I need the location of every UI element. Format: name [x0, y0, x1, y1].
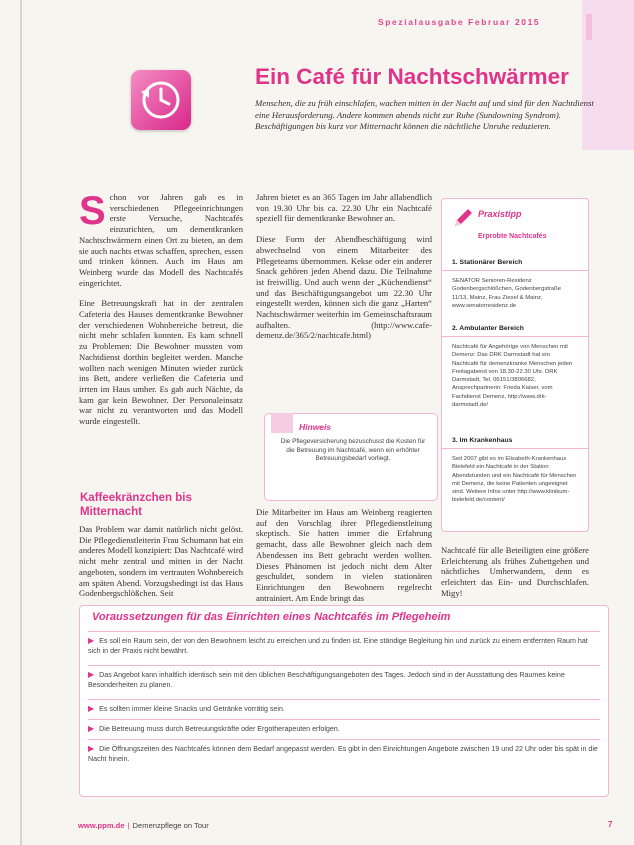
tip-section-text: Nachtcafé für Angehörige von Menschen mit Demenz: Das DRK Darmstadt hat ein Nachtcafé für demenzkranke Menschen jeden Freitagabend von 18.30-22.30 Uhr. DRK Darmstadt, Tel. 06151/3806682, Ansprechpartnerin: Frieda Kaiser, vom Fachdienst Demenz, http://www.drk-darmstadt.de/	[452, 344, 573, 409]
requirement-item	[88, 739, 600, 764]
tip-box	[441, 198, 589, 532]
requirements-title: Voraussetzungen für das Einrichten eines Nachtcafés im Pflegeheim	[92, 611, 451, 623]
paragraph: Das Problem war damit natürlich nicht gelöst. Die Pflegedienstleiterin Frau Schumann hat ein anderes Modell konzipiert: Das Nachtcafé wird nicht mehr zentral und mitten in der Nacht angeboten, sondern im vertrauten Wohnbereich am späten Abend. Vorzugsbedingt ist das Haus Godenbergschlößchen. Seit	[79, 524, 243, 599]
issue-label: Spezialausgabe Februar 2015	[378, 17, 541, 27]
paragraph: Nachtcafé für alle Beteiligten eine größere Erleichterung als frühes Zubettgehen und nächtliches Umherwandern, denn es erleichtert das Ein- und Durchschlafen. Migy!	[441, 545, 589, 598]
tip-subtitle: Erprobte Nachtcafés	[478, 233, 547, 240]
tip-title: Praxistipp	[478, 209, 522, 219]
requirement-text: Die Öffnungszeiten des Nachtcafés können dem Bedarf angepasst werden. Es gibt in den Einrichtungen Angebote zwischen 19 und 22 Uhr oder bis spät in die Nacht hinein.	[88, 745, 598, 763]
requirement-item	[88, 719, 600, 735]
tip-section	[442, 437, 588, 505]
requirement-text: Die Betreuung muss durch Betreuungskräfte oder Ergotherapeuten erfolgen.	[99, 725, 340, 733]
arrow-icon: ▶	[88, 670, 95, 679]
requirement-item	[88, 665, 600, 690]
tip-section	[442, 259, 588, 310]
paragraph: Die Mitarbeiter im Haus am Weinberg reagierten auf den Vorschlag ihrer Pflegedienstleitung skeptisch. Sie hatten immer die Erfahrung gemacht, dass alle Bewohner gleich nach dem Abendessen ins Bett gebracht werden wollten. Dieses Phänomen ist jedoch nicht dem Alter geschuldet, sondern in vielen stationären Einrichtungen den Bewohnern regelrecht antrainiert. Am Ende bringt das	[256, 507, 432, 603]
hint-box	[264, 413, 438, 501]
arrow-icon: ▶	[88, 636, 95, 645]
divider	[442, 270, 588, 271]
requirement-text: Es soll ein Raum sein, der von den Bewohnern leicht zu erreichen und zu finden ist. Eine ständige Begleitung hin und zurück zu einem entfernten Raum hat sich in der Praxis nicht bewährt.	[88, 637, 588, 655]
column-2b	[256, 507, 432, 613]
tip-section-title: 1. Stationärer Bereich	[452, 259, 523, 266]
arrow-icon: ▶	[88, 744, 95, 753]
footer-site-link[interactable]: www.ppm.de	[78, 821, 125, 830]
column-3b	[441, 545, 589, 609]
divider	[442, 336, 588, 337]
requirement-text: Das Angebot kann inhaltlich identisch sein mit den üblichen Beschäftigungsangeboten des Tages. Jedoch sind in der Ausstattung des Raumes keine Besonderheiten zu planen.	[88, 671, 565, 689]
tip-section	[442, 325, 588, 409]
article-lead: Menschen, die zu früh einschlafen, wachen mitten in der Nacht auf und sind für den Nachtdienst eine Herausforderung. Andere kommen abends nicht zur Ruhe (Sundowning Syndrom). Beschäftigungen bis kurz vor Mitternacht können die nächtliche Unruhe reduzieren.	[255, 98, 594, 132]
pencil-icon	[452, 207, 474, 229]
page-number: 7	[608, 820, 613, 829]
paragraph: chon vor Jahren gab es in verschiedenen Pflegeeinrichtungen erste Versuche, Nachtcafés einzurichten, um dementkranken Nachtschwärmern einen Ort zu bieten, an dem sie auch nachts etwas schaffen, sprechen, essen und trinken können. Auch im Haus am Weinberg wurde das Modell des Nachtcafés eingerichtet.	[79, 192, 243, 288]
tip-section-title: 2. Ambulanter Bereich	[452, 325, 524, 332]
paragraph: Jahren bietet es an 365 Tagen im Jahr allabendlich von 19.30 Uhr bis ca. 22.30 Uhr ein Nachtcafé speziell für dementkranke Bewohner an.	[256, 192, 432, 224]
tip-section-text: Seit 2007 gibt es im Elisabeth-Krankenhaus Bielefeld ein Nachtcafé in der Station Abendstunden und ein Nachtcafé für Menschen mit Demenz, die keine Patienten ungeeignet sind. Weitere Infos unter http://www.klinikum-bielefeld.de/content/	[452, 456, 577, 504]
page-spine	[20, 0, 22, 845]
requirements-box	[79, 605, 609, 797]
column-1	[79, 189, 243, 437]
arrow-icon: ▶	[88, 724, 95, 733]
paragraph: Diese Form der Abendbeschäftigung wird abwechselnd von einem Mitarbeiter des Pflegeteams übernommen. Kekse oder ein anderer Snack gehören jeden Abend dazu. Die Teilnahme ist freiwillig. Und auch wenn der „Küchendienst“ und das Beschäftigungsangebot um 22.30 Uhr eingestellt werden, können sich die ganz „Harten“ Nachtschwärmer weiterhin im Gemeinschaftsraum aufhalten. (http://www.cafe-demenz.de/365/2/nachtcafe.html)	[256, 234, 432, 341]
article-title: Ein Café für Nachtschwärmer	[255, 64, 569, 89]
requirement-item	[88, 631, 600, 656]
hint-text: Die Pflegeversicherung bezuschusst die Kosten für die Betreuung im Nachtcafé, wenn ein erhöhter Betreuungsbedarf vorliegt.	[280, 438, 426, 463]
requirement-text: Es sollten immer kleine Snacks und Getränke vorrätig sein.	[99, 705, 285, 713]
section-subhead: Kaffeekränzchen bis Mitternacht	[80, 492, 192, 518]
footer: www.ppm.de | Demenzpflege on Tour	[78, 821, 209, 830]
divider	[442, 448, 588, 449]
hint-title: Hinweis	[299, 422, 332, 432]
drop-cap: S	[79, 189, 106, 233]
hint-tab-icon	[271, 413, 293, 433]
paragraph: Eine Betreuungskraft hat in der zentralen Cafeteria des Hauses dementkranke Bewohner der verschiedenen Wohnbereiche betreut, die nicht mehr schlafen konnten. Es kam schnell zu Problemen: Die Bewohner mussten vom Nachtdienst dorthin begleitet werden. Manche wollten nach wenigen Minuten wieder zurück ins Bett, andere verließen die Cafeteria und irrten im Haus umher. Es gab auch Nächte, da kam gar kein Bewohner. Der Personaleinsatz war nicht zu verantworten und das Modell wurde eingestellt.	[79, 298, 243, 427]
footer-title: Demenzpflege on Tour	[132, 821, 209, 830]
arrow-icon: ▶	[88, 704, 95, 713]
tip-section-text: SENATOR Senioren-Residenz Godenbergschlößchen, Godenbergstraße 11/13, Mainz, Frau Ziesel & Mainz, www.senatorresidenz.de	[452, 278, 562, 309]
tip-section-title: 3. Im Krankenhaus	[452, 437, 513, 444]
requirement-item	[88, 699, 600, 715]
clock-reverse-icon	[131, 70, 191, 130]
column-1b	[79, 524, 243, 609]
column-2	[256, 192, 432, 351]
